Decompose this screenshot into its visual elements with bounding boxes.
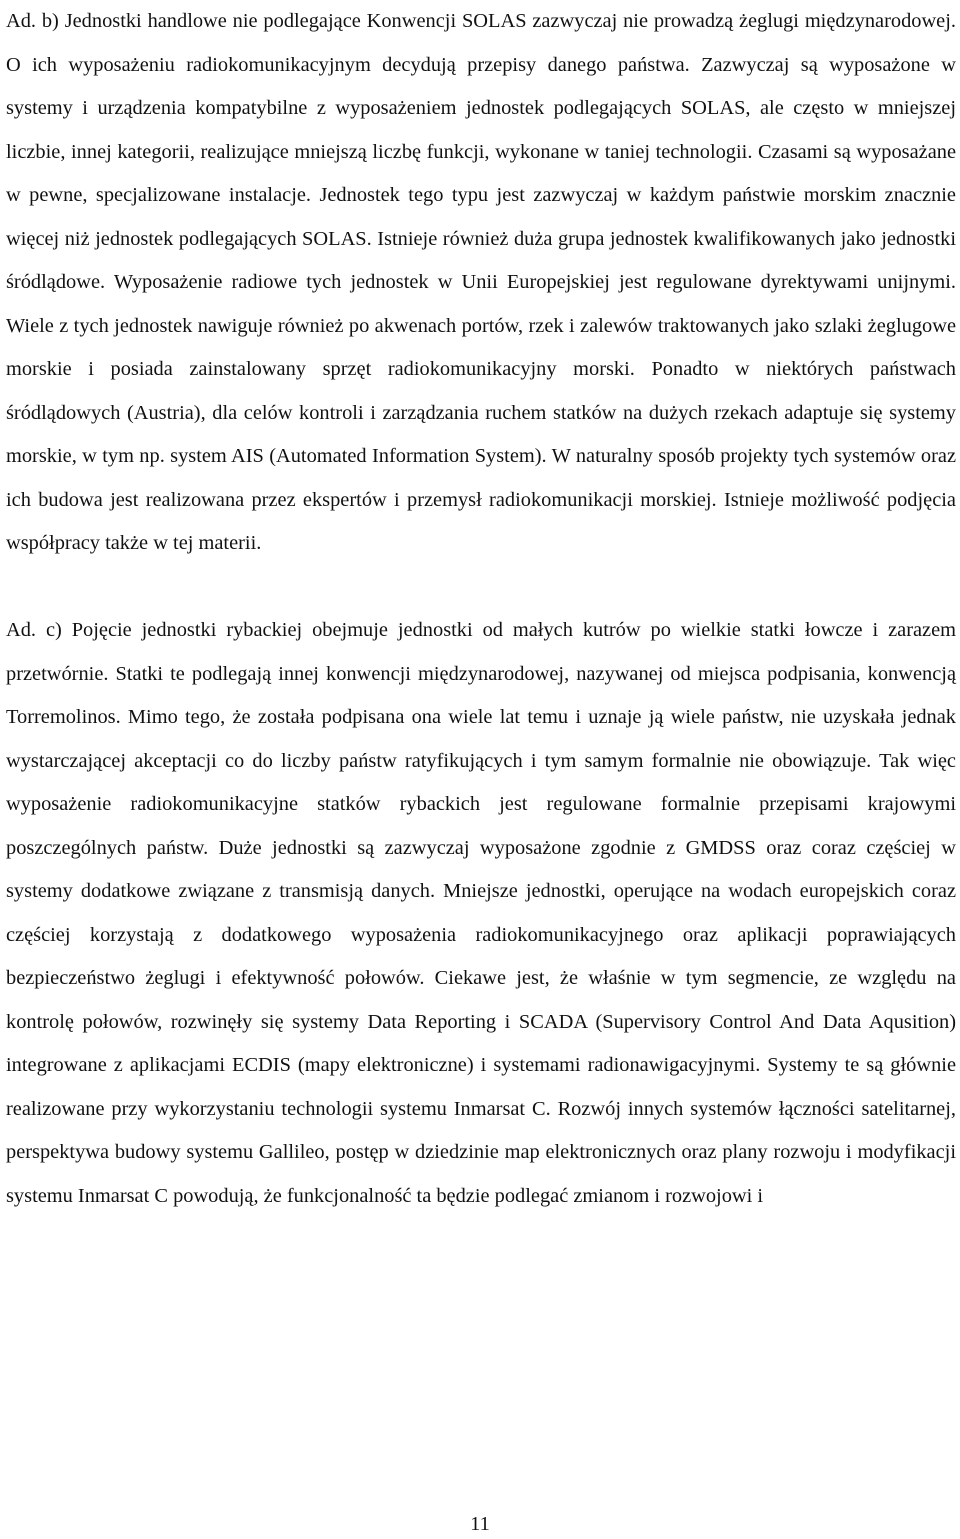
paragraph-ad-b: Ad. b) Jednostki handlowe nie podlegające Konwencji SOLAS zazwyczaj nie prowadzą żeglugi międzynarodowej. O ich wyposażeniu radiokomunikacyjnym decydują przepisy danego państwa. Zazwyczaj są wyposażone w systemy i urządzenia kompatybilne z wyposażeniem jednostek podlegających SOLAS, ale często w mniejszej liczbie, innej kategorii, realizujące mniejszą liczbę funkcji, wykonane w taniej technologii. Czasami są wyposażane w pewne, specjalizowane instalacje. Jednostek tego typu jest zazwyczaj w każdym państwie morskim znacznie więcej niż jednostek podlegających SOLAS. Istnieje również duża grupa jednostek kwalifikowanych jako jednostki śródlądowe. Wyposażenie radiowe tych jednostek w Unii Europejskiej jest regulowane dyrektywami unijnymi. Wiele z tych jednostek nawiguje również po akwenach portów, rzek i zalewów traktowanych jako szlaki żeglugowe morskie i posiada zainstalowany sprzęt radiokomunikacyjny morski. Ponadto w niektórych państwach śródlądowych (Austria), dla celów kontroli i zarządzania ruchem statków na dużych rzekach adaptuje się systemy morskie, w tym np. system AIS (Automated Information System). W naturalny sposób projekty tych systemów oraz ich budowa jest realizowana przez ekspertów i przemysł radiokomunikacji morskiej. Istnieje możliwość podjęcia współpracy także w tej materii. [6,10,956,554]
paragraph-ad-c: Ad. c) Pojęcie jednostki rybackiej obejmuje jednostki od małych kutrów po wielkie statki łowcze i zarazem przetwórnie. Statki te podlegają innej konwencji międzynarodowej, nazywanej od miejsca podpisania, konwencją Torremolinos. Mimo tego, że została podpisana ona wiele lat temu i uznaje ją wiele państw, nie uzyskała jednak wystarczającej akceptacji co do liczby państw ratyfikujących i tym samym formalnie nie obowiązuje. Tak więc wyposażenie radiokomunikacyjne statków rybackich jest regulowane formalnie przepisami krajowymi poszczególnych państw. Duże jednostki są zazwyczaj wyposażone zgodnie z GMDSS oraz coraz częściej w systemy dodatkowe związane z transmisją danych. Mniejsze jednostki, operujące na wodach europejskich coraz częściej korzystają z dodatkowego wyposażenia radiokomunikacyjnego oraz aplikacji poprawiających bezpieczeństwo żeglugi i efektywność połowów. Ciekawe jest, że właśnie w tym segmencie, ze względu na kontrolę połowów, rozwinęły się systemy Data Reporting i SCADA (Supervisory Control And Data Aqusition) integrowane z aplikacjami ECDIS (mapy elektroniczne) i systemami radionawigacyjnymi. Systemy te są głównie realizowane przy wykorzystaniu technologii systemu Inmarsat C. Rozwój innych systemów łączności satelitarnej, perspektywa budowy systemu Gallileo, postęp w dziedzinie map elektronicznych oraz plany rozwoju i modyfikacji systemu Inmarsat C powodują, że funkcjonalność ta będzie podlegać zmianom i rozwojowi i [6,619,956,1207]
document-body [6,0,956,1218]
page-number: 11 [470,1513,490,1535]
